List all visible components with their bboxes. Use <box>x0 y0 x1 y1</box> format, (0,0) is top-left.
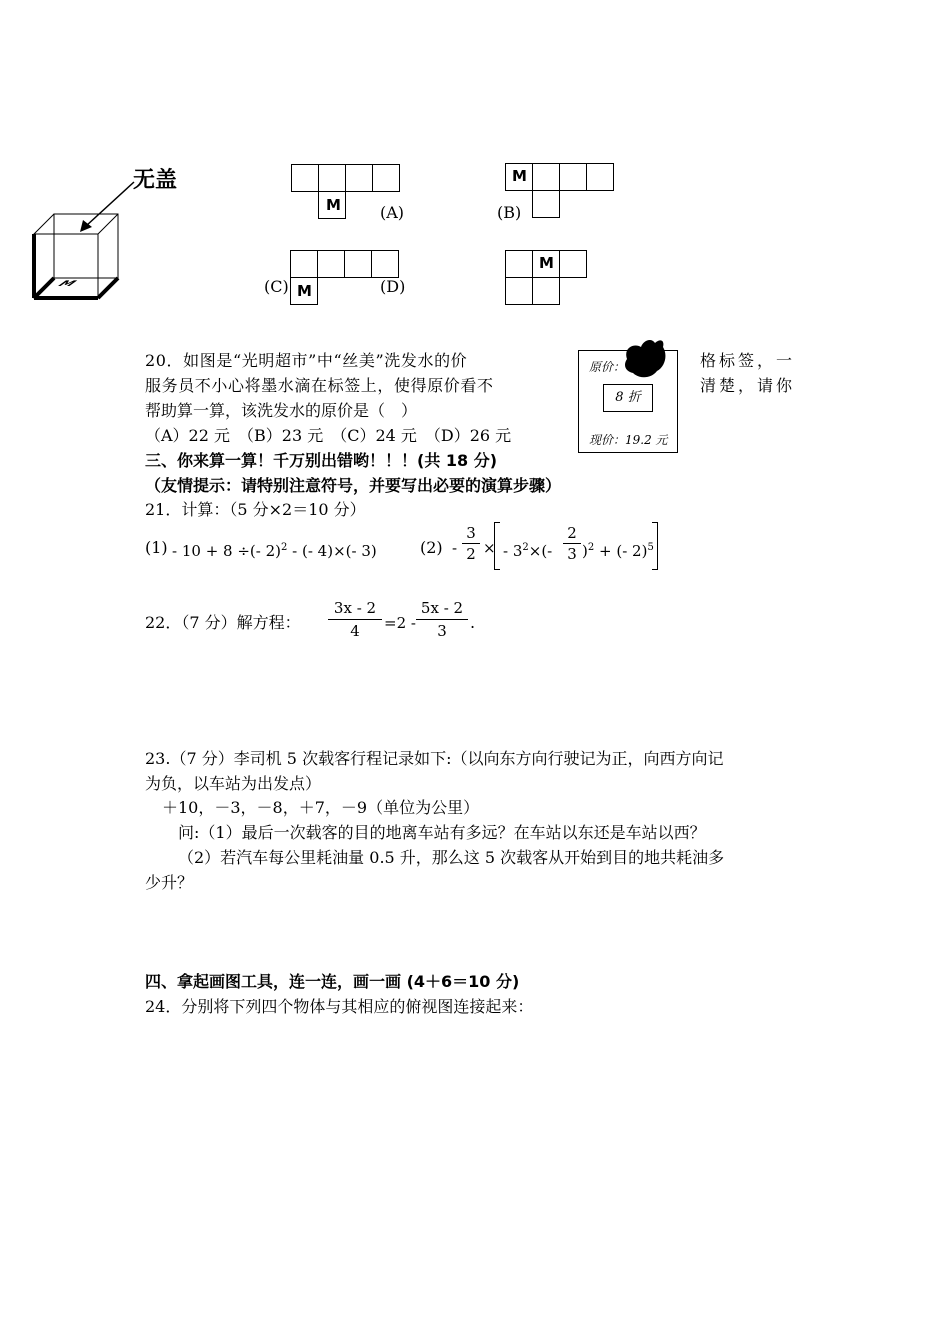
q22-middle: =2 - <box>384 614 416 632</box>
section-4-heading: 四、拿起画图工具，连一连，画一画 (4＋6＝10 分) <box>145 972 520 991</box>
cube-bottom-letter: M <box>55 279 79 289</box>
q21-part2-term-b: )$^2$ + (- 2)$^5$ <box>582 542 654 560</box>
net-c-cell-4 <box>371 250 399 278</box>
q23-line-6: 少升？ <box>145 873 194 892</box>
q22-left-fraction: 3x - 2 4 <box>328 599 382 640</box>
net-d-cell-5 <box>532 277 560 305</box>
net-b-cell-4 <box>586 163 614 191</box>
q20-line-1b: 格标签，一 <box>700 351 796 370</box>
net-a-letter: M <box>326 196 341 214</box>
net-c-cell-2 <box>317 250 345 278</box>
net-c-cell-3 <box>344 250 372 278</box>
net-b-letter: M <box>512 167 527 185</box>
q21-part2-label: (2) <box>420 538 443 557</box>
q20-line-2a: 服务员不小心将墨水滴在标签上，使得原价看不 <box>145 376 494 395</box>
q23-line-2: 为负，以车站为出发点） <box>145 774 322 793</box>
net-c-letter: M <box>297 282 312 300</box>
open-cube-figure <box>28 176 163 301</box>
option-b-label: (B) <box>497 203 522 222</box>
q21-title: 21．计算：（5 分×2＝10 分） <box>145 500 366 519</box>
net-c-cell-1 <box>290 250 318 278</box>
q23-line-3: ＋10，－3，－8，＋7，－9（单位为公里） <box>162 798 480 817</box>
q21-part2-term-a: - $3^2\times(-$ <box>503 542 553 560</box>
q22-right-fraction: 5x - 2 3 <box>416 599 468 640</box>
q23-line-5: （2）若汽车每公里耗油量 0.5 升，那么这 5 次载客从开始到目的地共耗油多 <box>178 848 725 867</box>
net-b-cell-5 <box>532 190 560 218</box>
ink-blot-icon <box>621 337 669 381</box>
net-a-cell-3 <box>345 164 373 192</box>
q24-title: 24．分别将下列四个物体与其相应的俯视图连接起来： <box>145 997 534 1016</box>
q21-part2-times: × <box>483 539 496 557</box>
q21-part2-fraction-2: 2 3 <box>563 524 581 563</box>
net-a-cell-1 <box>291 164 319 192</box>
net-d-letter: M <box>539 254 554 272</box>
section-3-heading: 三、你来算一算！千万别出错哟！！！(共 18 分) <box>145 451 498 470</box>
price-tag <box>578 350 678 453</box>
net-a-cell-2 <box>318 164 346 192</box>
price-tag-current: 现价：19.2 元 <box>589 433 668 447</box>
net-d-cell-4 <box>505 277 533 305</box>
q21-part2-sign: - <box>452 539 458 557</box>
net-d-cell-3 <box>559 250 587 278</box>
q20-line-1a: 20．如图是“光明超市”中“丝美”洗发水的价 <box>145 351 468 370</box>
option-c-label: (C) <box>264 277 289 296</box>
net-a-cell-4 <box>372 164 400 192</box>
q20-line-3: 帮助算一算，该洗发水的原价是（ ） <box>145 401 418 420</box>
q21-part1-label: (1) <box>145 538 168 557</box>
lid-label: 无盖 <box>133 168 178 193</box>
option-d-label: (D) <box>380 277 406 296</box>
q20-line-2b: 清楚，请你 <box>700 376 796 395</box>
q23-line-1: 23.（7 分）李司机 5 次载客行程记录如下:（以向东方向行驶记为正，向西方向记 <box>145 749 724 768</box>
price-tag-original: 原价： <box>589 360 626 374</box>
q22-end: . <box>470 613 476 632</box>
section-3-tip: （友情提示：请特别注意符号，并要写出必要的演算步骤） <box>145 476 562 495</box>
q23-line-4: 问:（1）最后一次载客的目的地离车站有多远？在车站以东还是车站以西？ <box>178 823 706 842</box>
q21-part2-right-bracket <box>652 522 658 570</box>
price-tag-discount-box: 8 折 <box>603 384 653 412</box>
q21-part2-fraction-1: 3 2 <box>462 524 480 563</box>
q21-part2-left-bracket <box>494 522 500 570</box>
net-b-cell-3 <box>559 163 587 191</box>
q21-part1-expression: - 10 + 8 ÷(- 2)$^2$ - (- 4)×(- 3) <box>172 542 377 560</box>
net-d-cell-1 <box>505 250 533 278</box>
net-b-cell-2 <box>532 163 560 191</box>
q20-options: （A）22 元 （B）23 元 （C）24 元 （D）26 元 <box>145 426 512 445</box>
option-a-label: (A) <box>380 203 405 222</box>
q22-title: 22．（7 分）解方程： <box>145 613 301 632</box>
